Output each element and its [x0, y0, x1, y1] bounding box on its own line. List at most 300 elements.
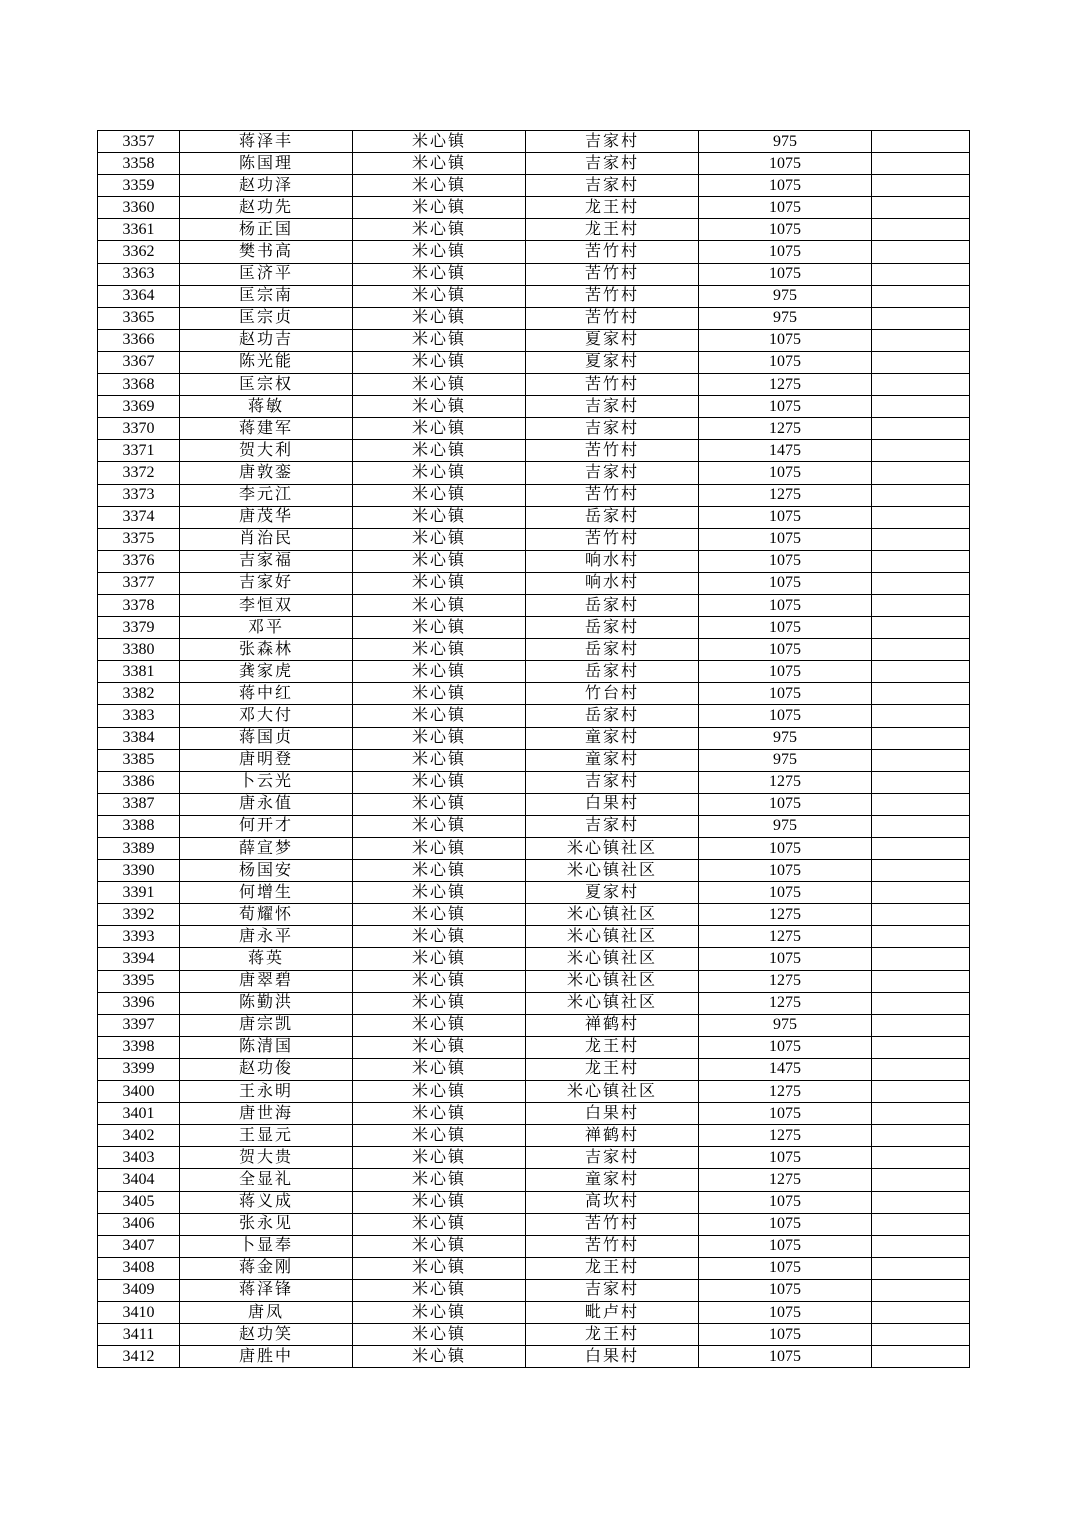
row-number-cell: 3399	[98, 1058, 180, 1080]
amount-cell: 1075	[699, 1213, 872, 1235]
name-cell: 唐宗凯	[180, 1014, 353, 1036]
town-cell: 米心镇	[353, 572, 526, 594]
name-cell: 唐茂华	[180, 506, 353, 528]
table-row	[98, 749, 970, 771]
name-cell: 蒋泽丰	[180, 131, 353, 153]
amount-cell: 1075	[699, 528, 872, 550]
town-cell: 米心镇	[353, 639, 526, 661]
name-cell: 唐永平	[180, 926, 353, 948]
name-cell: 李恒双	[180, 594, 353, 616]
table-row	[98, 131, 970, 153]
village-cell: 夏家村	[526, 329, 699, 351]
row-number-cell: 3365	[98, 307, 180, 329]
row-number-cell: 3362	[98, 241, 180, 263]
village-cell: 苦竹村	[526, 484, 699, 506]
note-cell	[872, 970, 970, 992]
table-row	[98, 307, 970, 329]
row-number-cell: 3406	[98, 1213, 180, 1235]
note-cell	[872, 219, 970, 241]
table-row	[98, 860, 970, 882]
amount-cell: 1075	[699, 594, 872, 616]
note-cell	[872, 705, 970, 727]
village-cell: 龙王村	[526, 1036, 699, 1058]
amount-cell: 1275	[699, 970, 872, 992]
note-cell	[872, 263, 970, 285]
town-cell: 米心镇	[353, 197, 526, 219]
row-number-cell: 3397	[98, 1014, 180, 1036]
name-cell: 唐明登	[180, 749, 353, 771]
amount-cell: 975	[699, 285, 872, 307]
name-cell: 樊书高	[180, 241, 353, 263]
amount-cell: 1075	[699, 153, 872, 175]
table-row	[98, 197, 970, 219]
town-cell: 米心镇	[353, 1346, 526, 1368]
town-cell: 米心镇	[353, 1014, 526, 1036]
table-row	[98, 705, 970, 727]
row-number-cell: 3359	[98, 175, 180, 197]
village-cell: 岳家村	[526, 506, 699, 528]
table-row	[98, 661, 970, 683]
name-cell: 龚家虎	[180, 661, 353, 683]
name-cell: 吉家福	[180, 550, 353, 572]
village-cell: 苦竹村	[526, 440, 699, 462]
name-cell: 蒋泽锋	[180, 1279, 353, 1301]
town-cell: 米心镇	[353, 661, 526, 683]
row-number-cell: 3374	[98, 506, 180, 528]
table-row	[98, 727, 970, 749]
row-number-cell: 3390	[98, 860, 180, 882]
village-cell: 米心镇社区	[526, 926, 699, 948]
amount-cell: 1075	[699, 617, 872, 639]
note-cell	[872, 1169, 970, 1191]
name-cell: 匡宗权	[180, 374, 353, 396]
name-cell: 薛宣梦	[180, 838, 353, 860]
note-cell	[872, 506, 970, 528]
row-number-cell: 3411	[98, 1324, 180, 1346]
table-row	[98, 550, 970, 572]
amount-cell: 1075	[699, 1279, 872, 1301]
note-cell	[872, 948, 970, 970]
table-row	[98, 594, 970, 616]
table-row	[98, 1125, 970, 1147]
row-number-cell: 3384	[98, 727, 180, 749]
name-cell: 卜显奉	[180, 1235, 353, 1257]
town-cell: 米心镇	[353, 285, 526, 307]
table-row	[98, 1346, 970, 1368]
amount-cell: 975	[699, 749, 872, 771]
note-cell	[872, 639, 970, 661]
row-number-cell: 3372	[98, 462, 180, 484]
table-row	[98, 263, 970, 285]
name-cell: 唐永值	[180, 793, 353, 815]
town-cell: 米心镇	[353, 506, 526, 528]
amount-cell: 1075	[699, 1036, 872, 1058]
note-cell	[872, 926, 970, 948]
row-number-cell: 3378	[98, 594, 180, 616]
amount-cell: 975	[699, 131, 872, 153]
note-cell	[872, 528, 970, 550]
amount-cell: 975	[699, 727, 872, 749]
note-cell	[872, 815, 970, 837]
name-cell: 唐翠碧	[180, 970, 353, 992]
amount-cell: 1075	[699, 396, 872, 418]
table-row	[98, 793, 970, 815]
table-row	[98, 1147, 970, 1169]
note-cell	[872, 594, 970, 616]
amount-cell: 1075	[699, 1103, 872, 1125]
table-row	[98, 948, 970, 970]
town-cell: 米心镇	[353, 1301, 526, 1323]
note-cell	[872, 329, 970, 351]
table-row	[98, 771, 970, 793]
amount-cell: 1275	[699, 1125, 872, 1147]
village-cell: 岳家村	[526, 617, 699, 639]
town-cell: 米心镇	[353, 1081, 526, 1103]
row-number-cell: 3407	[98, 1235, 180, 1257]
town-cell: 米心镇	[353, 351, 526, 373]
row-number-cell: 3363	[98, 263, 180, 285]
note-cell	[872, 374, 970, 396]
village-cell: 龙王村	[526, 219, 699, 241]
note-cell	[872, 1235, 970, 1257]
village-cell: 米心镇社区	[526, 948, 699, 970]
table-row	[98, 992, 970, 1014]
amount-cell: 1275	[699, 1081, 872, 1103]
row-number-cell: 3405	[98, 1191, 180, 1213]
town-cell: 米心镇	[353, 1147, 526, 1169]
town-cell: 米心镇	[353, 970, 526, 992]
amount-cell: 1075	[699, 1147, 872, 1169]
name-cell: 陈国理	[180, 153, 353, 175]
amount-cell: 975	[699, 815, 872, 837]
table-row	[98, 241, 970, 263]
town-cell: 米心镇	[353, 838, 526, 860]
note-cell	[872, 1036, 970, 1058]
note-cell	[872, 992, 970, 1014]
note-cell	[872, 1081, 970, 1103]
village-cell: 吉家村	[526, 1147, 699, 1169]
town-cell: 米心镇	[353, 131, 526, 153]
row-number-cell: 3370	[98, 418, 180, 440]
amount-cell: 1075	[699, 1257, 872, 1279]
note-cell	[872, 1014, 970, 1036]
table-row	[98, 528, 970, 550]
amount-cell: 1275	[699, 904, 872, 926]
row-number-cell: 3400	[98, 1081, 180, 1103]
town-cell: 米心镇	[353, 1169, 526, 1191]
table-row	[98, 462, 970, 484]
row-number-cell: 3367	[98, 351, 180, 373]
village-cell: 禅鹤村	[526, 1125, 699, 1147]
village-cell: 响水村	[526, 572, 699, 594]
village-cell: 苦竹村	[526, 1213, 699, 1235]
amount-cell: 1075	[699, 197, 872, 219]
village-cell: 吉家村	[526, 771, 699, 793]
name-cell: 荀耀怀	[180, 904, 353, 926]
table-row	[98, 1081, 970, 1103]
village-cell: 苦竹村	[526, 241, 699, 263]
note-cell	[872, 749, 970, 771]
village-cell: 苦竹村	[526, 1235, 699, 1257]
amount-cell: 1075	[699, 1235, 872, 1257]
table-row	[98, 351, 970, 373]
table-row	[98, 396, 970, 418]
amount-cell: 1075	[699, 793, 872, 815]
village-cell: 米心镇社区	[526, 992, 699, 1014]
row-number-cell: 3410	[98, 1301, 180, 1323]
name-cell: 何增生	[180, 882, 353, 904]
village-cell: 苦竹村	[526, 374, 699, 396]
village-cell: 米心镇社区	[526, 860, 699, 882]
name-cell: 蒋义成	[180, 1191, 353, 1213]
note-cell	[872, 1346, 970, 1368]
note-cell	[872, 1058, 970, 1080]
row-number-cell: 3385	[98, 749, 180, 771]
row-number-cell: 3389	[98, 838, 180, 860]
name-cell: 蒋国贞	[180, 727, 353, 749]
row-number-cell: 3380	[98, 639, 180, 661]
row-number-cell: 3364	[98, 285, 180, 307]
note-cell	[872, 1257, 970, 1279]
row-number-cell: 3394	[98, 948, 180, 970]
row-number-cell: 3366	[98, 329, 180, 351]
village-cell: 岳家村	[526, 594, 699, 616]
name-cell: 贺大利	[180, 440, 353, 462]
row-number-cell: 3360	[98, 197, 180, 219]
town-cell: 米心镇	[353, 793, 526, 815]
village-cell: 米心镇社区	[526, 1081, 699, 1103]
amount-cell: 1275	[699, 1169, 872, 1191]
note-cell	[872, 1147, 970, 1169]
table-row	[98, 175, 970, 197]
row-number-cell: 3388	[98, 815, 180, 837]
table-row	[98, 815, 970, 837]
name-cell: 邓平	[180, 617, 353, 639]
village-cell: 龙王村	[526, 1257, 699, 1279]
village-cell: 龙王村	[526, 1058, 699, 1080]
name-cell: 陈勤洪	[180, 992, 353, 1014]
town-cell: 米心镇	[353, 771, 526, 793]
town-cell: 米心镇	[353, 594, 526, 616]
town-cell: 米心镇	[353, 241, 526, 263]
amount-cell: 1075	[699, 241, 872, 263]
village-cell: 白果村	[526, 1103, 699, 1125]
table-row	[98, 1014, 970, 1036]
note-cell	[872, 1103, 970, 1125]
row-number-cell: 3408	[98, 1257, 180, 1279]
town-cell: 米心镇	[353, 1324, 526, 1346]
town-cell: 米心镇	[353, 1103, 526, 1125]
row-number-cell: 3398	[98, 1036, 180, 1058]
town-cell: 米心镇	[353, 749, 526, 771]
row-number-cell: 3409	[98, 1279, 180, 1301]
name-cell: 贺大贵	[180, 1147, 353, 1169]
note-cell	[872, 771, 970, 793]
table-row	[98, 970, 970, 992]
row-number-cell: 3386	[98, 771, 180, 793]
row-number-cell: 3395	[98, 970, 180, 992]
village-cell: 米心镇社区	[526, 838, 699, 860]
village-cell: 童家村	[526, 727, 699, 749]
name-cell: 蒋建军	[180, 418, 353, 440]
table-row	[98, 153, 970, 175]
note-cell	[872, 396, 970, 418]
village-cell: 响水村	[526, 550, 699, 572]
table-row	[98, 926, 970, 948]
table-row	[98, 1301, 970, 1323]
town-cell: 米心镇	[353, 418, 526, 440]
name-cell: 赵功先	[180, 197, 353, 219]
village-cell: 岳家村	[526, 705, 699, 727]
row-number-cell: 3392	[98, 904, 180, 926]
town-cell: 米心镇	[353, 1279, 526, 1301]
town-cell: 米心镇	[353, 550, 526, 572]
name-cell: 赵功泽	[180, 175, 353, 197]
village-cell: 白果村	[526, 793, 699, 815]
note-cell	[872, 727, 970, 749]
row-number-cell: 3383	[98, 705, 180, 727]
village-cell: 夏家村	[526, 882, 699, 904]
name-cell: 卜云光	[180, 771, 353, 793]
town-cell: 米心镇	[353, 1058, 526, 1080]
village-cell: 高坎村	[526, 1191, 699, 1213]
note-cell	[872, 617, 970, 639]
amount-cell: 1075	[699, 1191, 872, 1213]
name-cell: 唐凤	[180, 1301, 353, 1323]
amount-cell: 1075	[699, 705, 872, 727]
town-cell: 米心镇	[353, 904, 526, 926]
amount-cell: 1075	[699, 661, 872, 683]
name-cell: 唐世海	[180, 1103, 353, 1125]
note-cell	[872, 838, 970, 860]
note-cell	[872, 1213, 970, 1235]
table-row	[98, 882, 970, 904]
table-row	[98, 683, 970, 705]
note-cell	[872, 418, 970, 440]
note-cell	[872, 1279, 970, 1301]
village-cell: 吉家村	[526, 462, 699, 484]
row-number-cell: 3368	[98, 374, 180, 396]
table-row	[98, 1058, 970, 1080]
name-cell: 肖治民	[180, 528, 353, 550]
name-cell: 蒋中红	[180, 683, 353, 705]
table-row	[98, 1169, 970, 1191]
note-cell	[872, 572, 970, 594]
name-cell: 蒋英	[180, 948, 353, 970]
village-cell: 竹台村	[526, 683, 699, 705]
table-row	[98, 639, 970, 661]
table-row	[98, 838, 970, 860]
name-cell: 唐胜中	[180, 1346, 353, 1368]
table-body	[98, 131, 970, 1368]
amount-cell: 1275	[699, 926, 872, 948]
town-cell: 米心镇	[353, 1257, 526, 1279]
table-row	[98, 617, 970, 639]
village-cell: 苦竹村	[526, 263, 699, 285]
note-cell	[872, 793, 970, 815]
town-cell: 米心镇	[353, 263, 526, 285]
note-cell	[872, 285, 970, 307]
village-cell: 童家村	[526, 1169, 699, 1191]
village-cell: 禅鹤村	[526, 1014, 699, 1036]
note-cell	[872, 484, 970, 506]
name-cell: 赵功俊	[180, 1058, 353, 1080]
note-cell	[872, 440, 970, 462]
village-cell: 岳家村	[526, 661, 699, 683]
table-row	[98, 1235, 970, 1257]
town-cell: 米心镇	[353, 396, 526, 418]
note-cell	[872, 131, 970, 153]
town-cell: 米心镇	[353, 440, 526, 462]
row-number-cell: 3393	[98, 926, 180, 948]
village-cell: 夏家村	[526, 351, 699, 373]
name-cell: 陈清国	[180, 1036, 353, 1058]
table-row	[98, 418, 970, 440]
row-number-cell: 3402	[98, 1125, 180, 1147]
name-cell: 杨正国	[180, 219, 353, 241]
note-cell	[872, 462, 970, 484]
name-cell: 匡济平	[180, 263, 353, 285]
row-number-cell: 3379	[98, 617, 180, 639]
amount-cell: 1075	[699, 1324, 872, 1346]
note-cell	[872, 683, 970, 705]
name-cell: 蒋敏	[180, 396, 353, 418]
note-cell	[872, 882, 970, 904]
note-cell	[872, 1324, 970, 1346]
table-row	[98, 440, 970, 462]
row-number-cell: 3382	[98, 683, 180, 705]
name-cell: 陈光能	[180, 351, 353, 373]
amount-cell: 1075	[699, 329, 872, 351]
amount-cell: 1075	[699, 1301, 872, 1323]
village-cell: 吉家村	[526, 815, 699, 837]
town-cell: 米心镇	[353, 1125, 526, 1147]
amount-cell: 1275	[699, 484, 872, 506]
note-cell	[872, 904, 970, 926]
table-row	[98, 904, 970, 926]
table-row	[98, 1257, 970, 1279]
amount-cell: 1275	[699, 992, 872, 1014]
data-table	[97, 130, 970, 1368]
note-cell	[872, 241, 970, 263]
table-row	[98, 374, 970, 396]
town-cell: 米心镇	[353, 462, 526, 484]
name-cell: 王永明	[180, 1081, 353, 1103]
name-cell: 匡宗南	[180, 285, 353, 307]
town-cell: 米心镇	[353, 528, 526, 550]
village-cell: 吉家村	[526, 418, 699, 440]
town-cell: 米心镇	[353, 175, 526, 197]
town-cell: 米心镇	[353, 1213, 526, 1235]
row-number-cell: 3376	[98, 550, 180, 572]
table-row	[98, 506, 970, 528]
amount-cell: 1275	[699, 418, 872, 440]
row-number-cell: 3358	[98, 153, 180, 175]
town-cell: 米心镇	[353, 617, 526, 639]
note-cell	[872, 1301, 970, 1323]
amount-cell: 1075	[699, 550, 872, 572]
amount-cell: 1275	[699, 374, 872, 396]
amount-cell: 1075	[699, 506, 872, 528]
note-cell	[872, 351, 970, 373]
town-cell: 米心镇	[353, 307, 526, 329]
row-number-cell: 3387	[98, 793, 180, 815]
amount-cell: 1075	[699, 948, 872, 970]
row-number-cell: 3404	[98, 1169, 180, 1191]
table-row	[98, 1191, 970, 1213]
name-cell: 匡宗贞	[180, 307, 353, 329]
table-row	[98, 484, 970, 506]
